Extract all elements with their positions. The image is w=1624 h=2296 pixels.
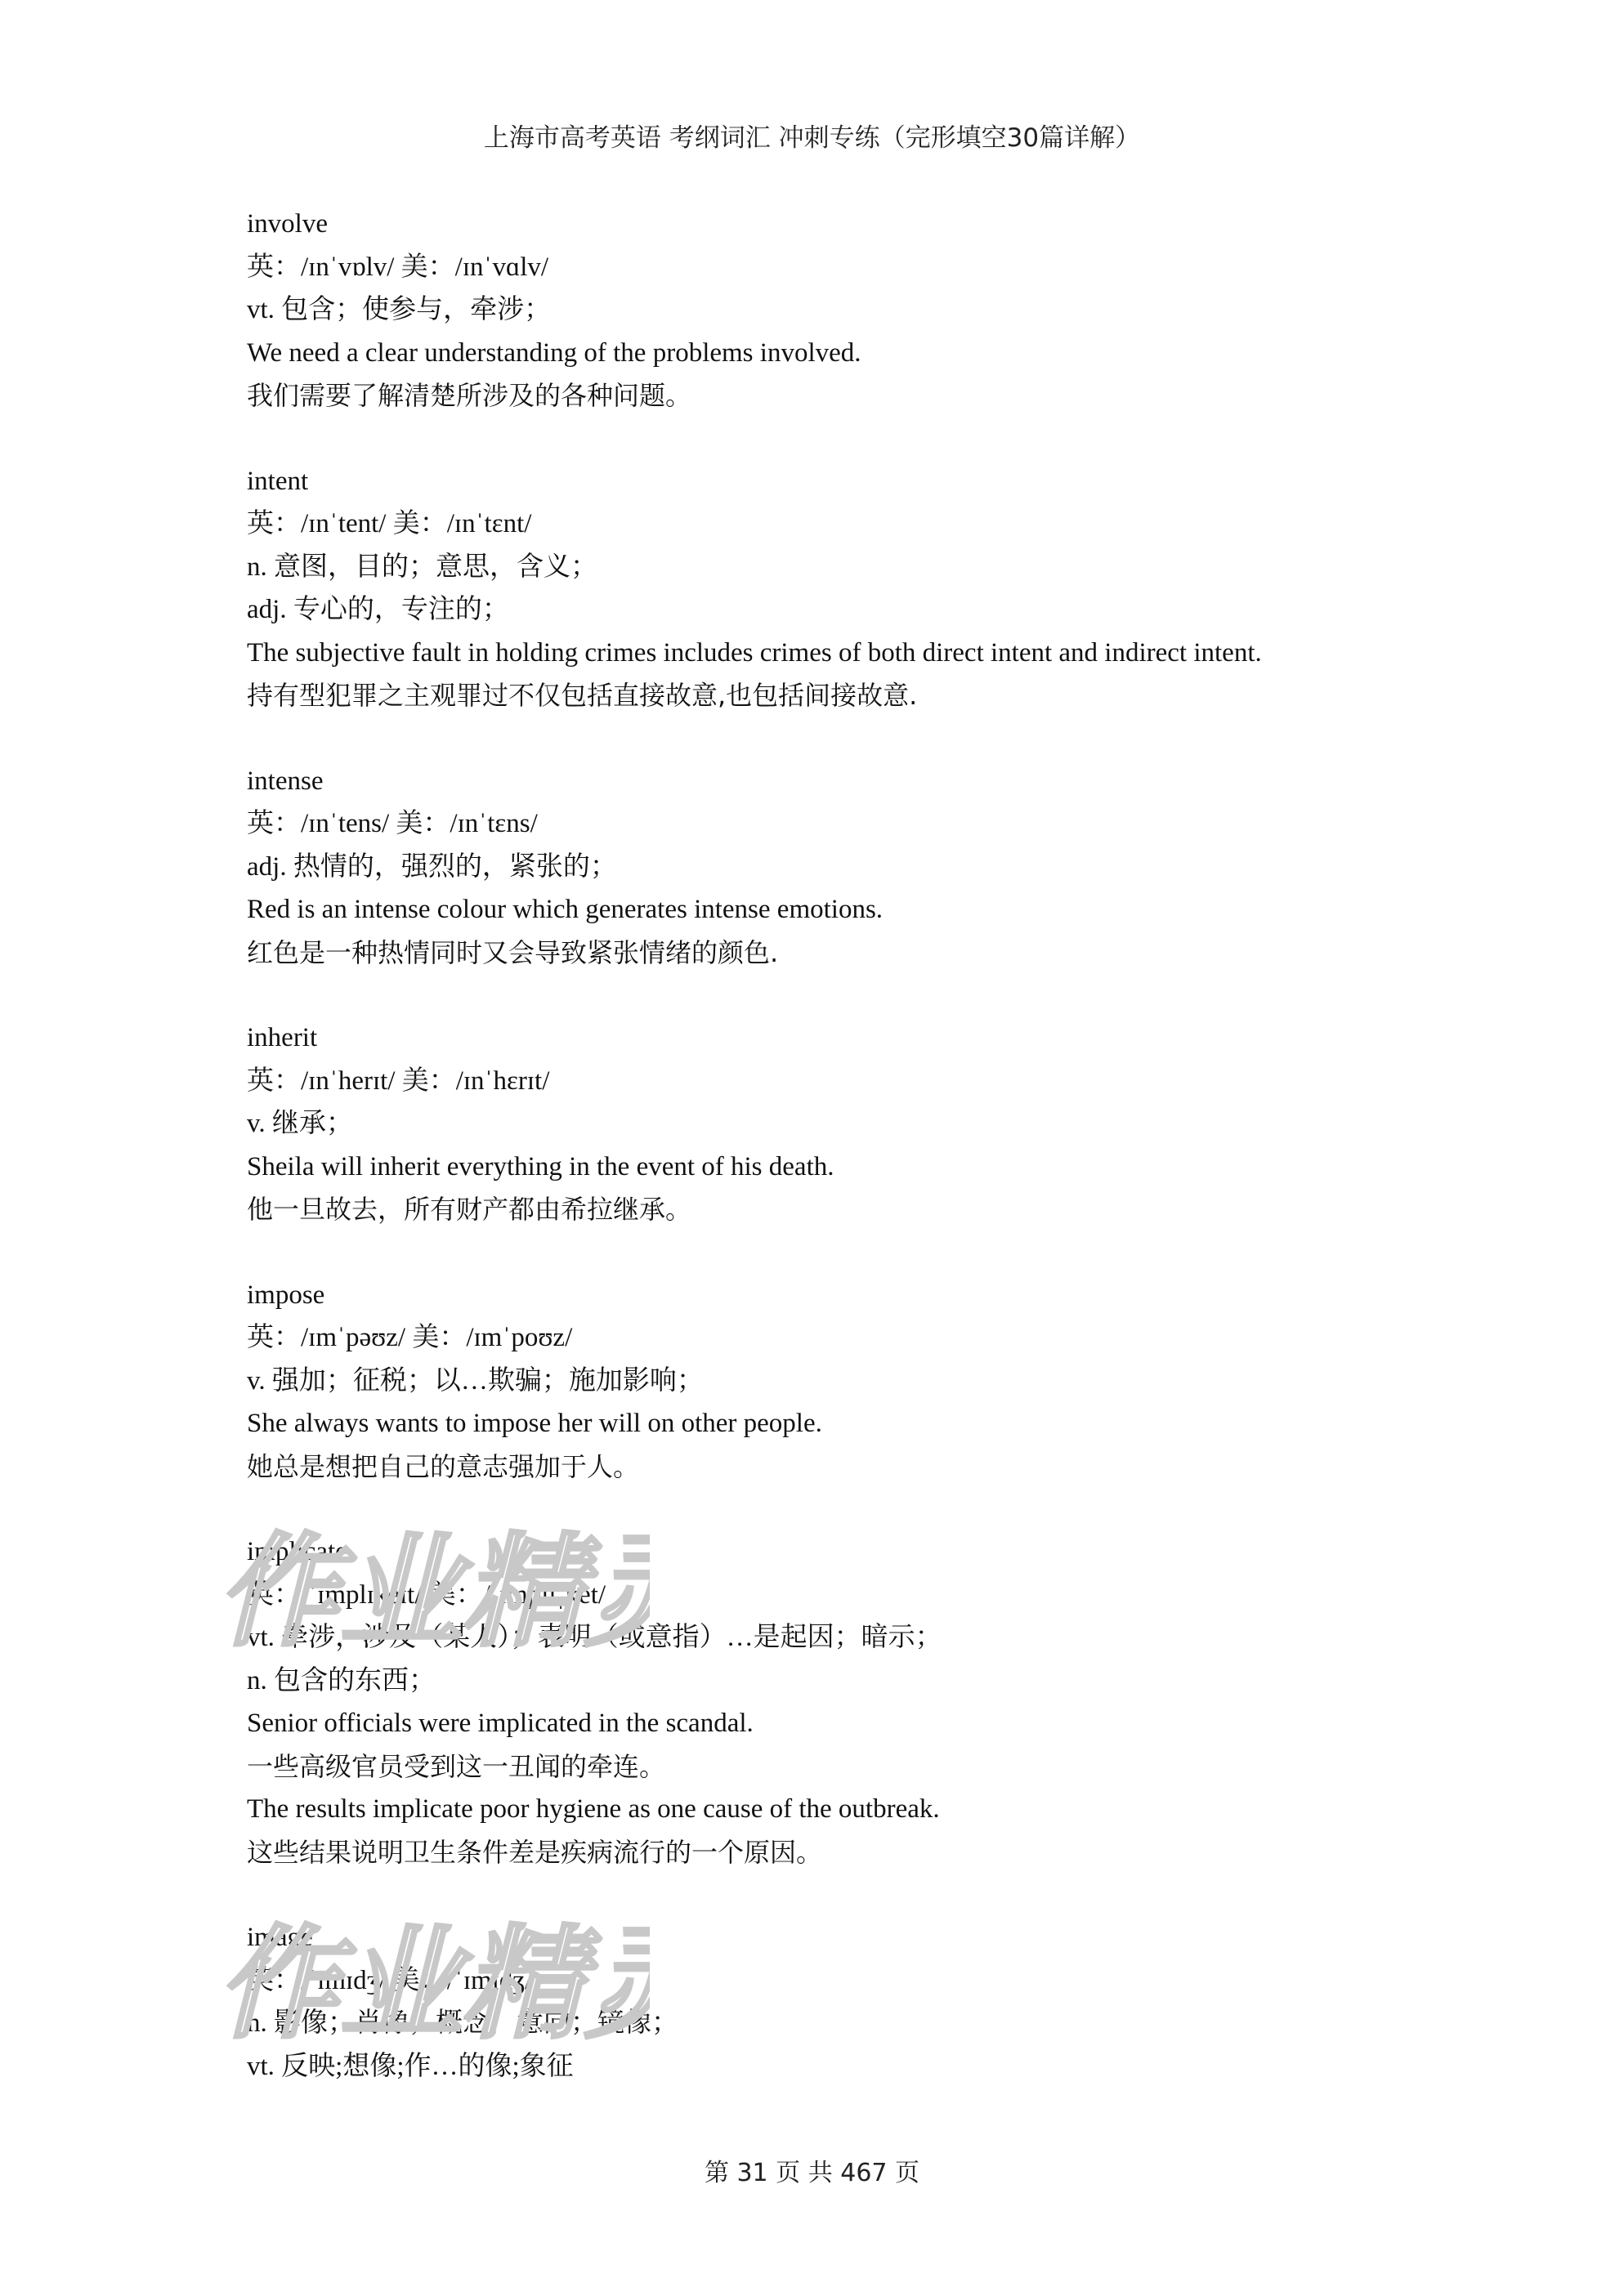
vocab-entry [247, 1916, 1555, 2088]
example-sentence: The results implicate poor hygiene as one cause of the outbreak. [247, 1794, 940, 1824]
translation-line: 她总是想把自己的意志强加于人。 [247, 1450, 640, 1482]
vocab-entry [247, 1274, 1555, 1489]
definition-line: n. 影像；肖像；概念，意向；镜像； [247, 2008, 678, 2038]
vocab-entry [247, 760, 1555, 975]
definition-line: adj. 热情的，强烈的，紧张的； [247, 851, 617, 882]
definition-line: n. 意图，目的；意思，含义； [247, 552, 597, 582]
translation-line: 他一旦故去，所有财产都由希拉继承。 [247, 1194, 692, 1225]
translation-line: 这些结果说明卫生条件差是疾病流行的一个原因。 [247, 1836, 823, 1868]
example-sentence: The subjective fault in holding crimes includes crimes of both direct intent and indirect intent. [247, 637, 1262, 668]
definition-line: adj. 专心的，专注的； [247, 595, 509, 624]
translation-line: 我们需要了解清楚所涉及的各种问题。 [247, 380, 692, 411]
page-footer: 第 31 页 共 467 页 [704, 2159, 920, 2187]
definition-line: vt. 反映;想像;作…的像;象征 [247, 2051, 574, 2081]
definition-line: vt. 包含；使参与，牵涉； [247, 295, 552, 324]
example-sentence: Red is an intense colour which generates intense emotions. [247, 895, 884, 924]
definition-line: 英：/ɪnˈvɒlv/ 美：/ɪnˈvɑlv/ [247, 252, 549, 282]
vocab-entry [247, 1016, 1555, 1231]
vocab-word: intense [247, 766, 324, 796]
vocab-word: image [247, 1923, 313, 1952]
page-header: 上海市高考英语 考纲词汇 冲刺专练（完形填空30篇详解） [483, 123, 1141, 153]
definition-line: vt. 牵涉，涉及（某人）；表明（或意指）…是起因；暗示； [247, 1623, 942, 1652]
translation-line: 红色是一种热情同时又会导致紧张情绪的颜色. [247, 936, 779, 968]
watermark-text: 作业精 [217, 1521, 585, 1664]
vocab-entry [247, 1530, 1555, 1874]
definition-line: 英：/ɪnˈtens/ 美：/ɪnˈtɛns/ [247, 809, 538, 838]
definition-line: n. 包含的东西； [247, 1665, 436, 1695]
vocab-word: intent [247, 466, 309, 496]
definition-line: 英：/ɪnˈtent/ 美：/ɪnˈtɛnt/ [247, 509, 532, 538]
vocabulary-list [247, 203, 1555, 2130]
translation-line: 一些高级官员受到这一丑闻的牵连。 [247, 1750, 666, 1782]
definition-line: v. 继承； [247, 1109, 353, 1138]
example-sentence: She always wants to impose her will on other people. [247, 1409, 822, 1438]
vocab-word: implicate [247, 1537, 347, 1566]
watermark-text: 作业精 [217, 1914, 585, 2056]
vocab-word: involve [247, 209, 328, 239]
translation-line: 持有型犯罪之主观罪过不仅包括直接故意,也包括间接故意. [247, 680, 918, 711]
vocab-word: inherit [247, 1023, 318, 1052]
vocab-entry [247, 203, 1555, 418]
definition-line: 英：/ɪnˈherɪt/ 美：/ɪnˈhɛrɪt/ [247, 1065, 550, 1096]
example-sentence: We need a clear understanding of the problems involved. [247, 337, 861, 368]
example-sentence: Sheila will inherit everything in the event of his death. [247, 1151, 834, 1182]
example-sentence: Senior officials were implicated in the scandal. [247, 1709, 754, 1738]
definition-line: 英：/ˈɪmplɪkeɪt/ 美：/ˈɪmplɪˌket/ [247, 1579, 606, 1610]
definition-line: v. 强加；征税；以…欺骗；施加影响； [247, 1365, 704, 1396]
vocab-entry [247, 460, 1555, 717]
definition-line: 英：/ˈɪmɪdʒ/ 美：/ˈɪmɪdʒ/ [247, 1965, 533, 1995]
vocab-word: impose [247, 1280, 325, 1310]
definition-line: 英：/ɪmˈpəʊz/ 美：/ɪmˈpoʊz/ [247, 1323, 573, 1352]
